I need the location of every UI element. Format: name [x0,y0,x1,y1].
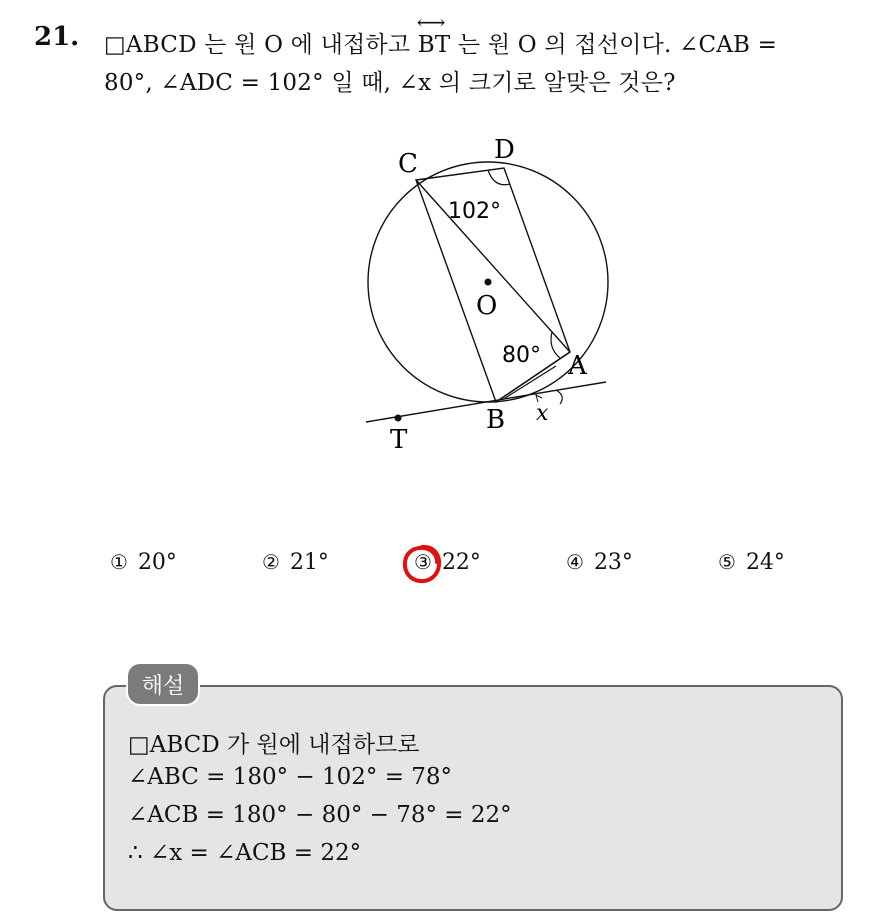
choice-4[interactable] [566,550,633,575]
choice-text: 22° [441,550,481,575]
choice-marker: ⑤ [718,550,736,574]
solution-line: □ABCD 가 원에 내접하므로 [128,732,420,758]
choice-text: 20° [137,550,177,575]
choice-text: 23° [593,550,633,575]
label-x: x [536,401,549,426]
label-angle-d: 102° [448,199,501,224]
question-text-line1 [104,26,777,59]
solution-tag: 해설 [128,664,198,704]
label-o: O [476,291,498,321]
choice-marker: ④ [566,550,584,574]
point-t [395,415,402,422]
question-text-part: □ABCD 는 원 O 에 내접하고 [104,32,418,58]
choice-marker: ① [110,550,128,574]
label-c: C [398,149,418,179]
choice-text: 24° [745,550,785,575]
label-b: B [486,405,506,435]
solution-line: ∠ABC = 180° − 102° = 78° [128,764,453,790]
solution-line: ∴ ∠x = ∠ACB = 22° [128,840,362,866]
label-t: T [390,425,408,455]
question-text-line2: 80°, ∠ADC = 102° 일 때, ∠x 의 크기로 알맞은 것은? [104,70,676,96]
choice-text: 21° [289,550,329,575]
question-text-part: 는 원 O 의 접선이다. ∠CAB = [450,32,778,58]
label-d: D [494,135,515,165]
choice-1[interactable] [110,550,177,575]
solution-line: ∠ACB = 180° − 80° − 78° = 22° [128,802,512,828]
solution-box [103,685,843,911]
choice-marker: ② [262,550,280,574]
line-bt-symbol: ⟷ BT [418,32,451,58]
choice-2[interactable] [262,550,329,575]
question-number: 21. [34,22,80,52]
center-point-o [485,279,492,286]
choice-5[interactable] [718,550,785,575]
geometry-figure [330,126,630,466]
answer-circle-mark [400,542,444,586]
label-a: A [568,351,587,381]
angle-arc-x [556,390,562,404]
label-angle-a: 80° [502,343,541,368]
choice-marker: ③ [414,550,432,574]
